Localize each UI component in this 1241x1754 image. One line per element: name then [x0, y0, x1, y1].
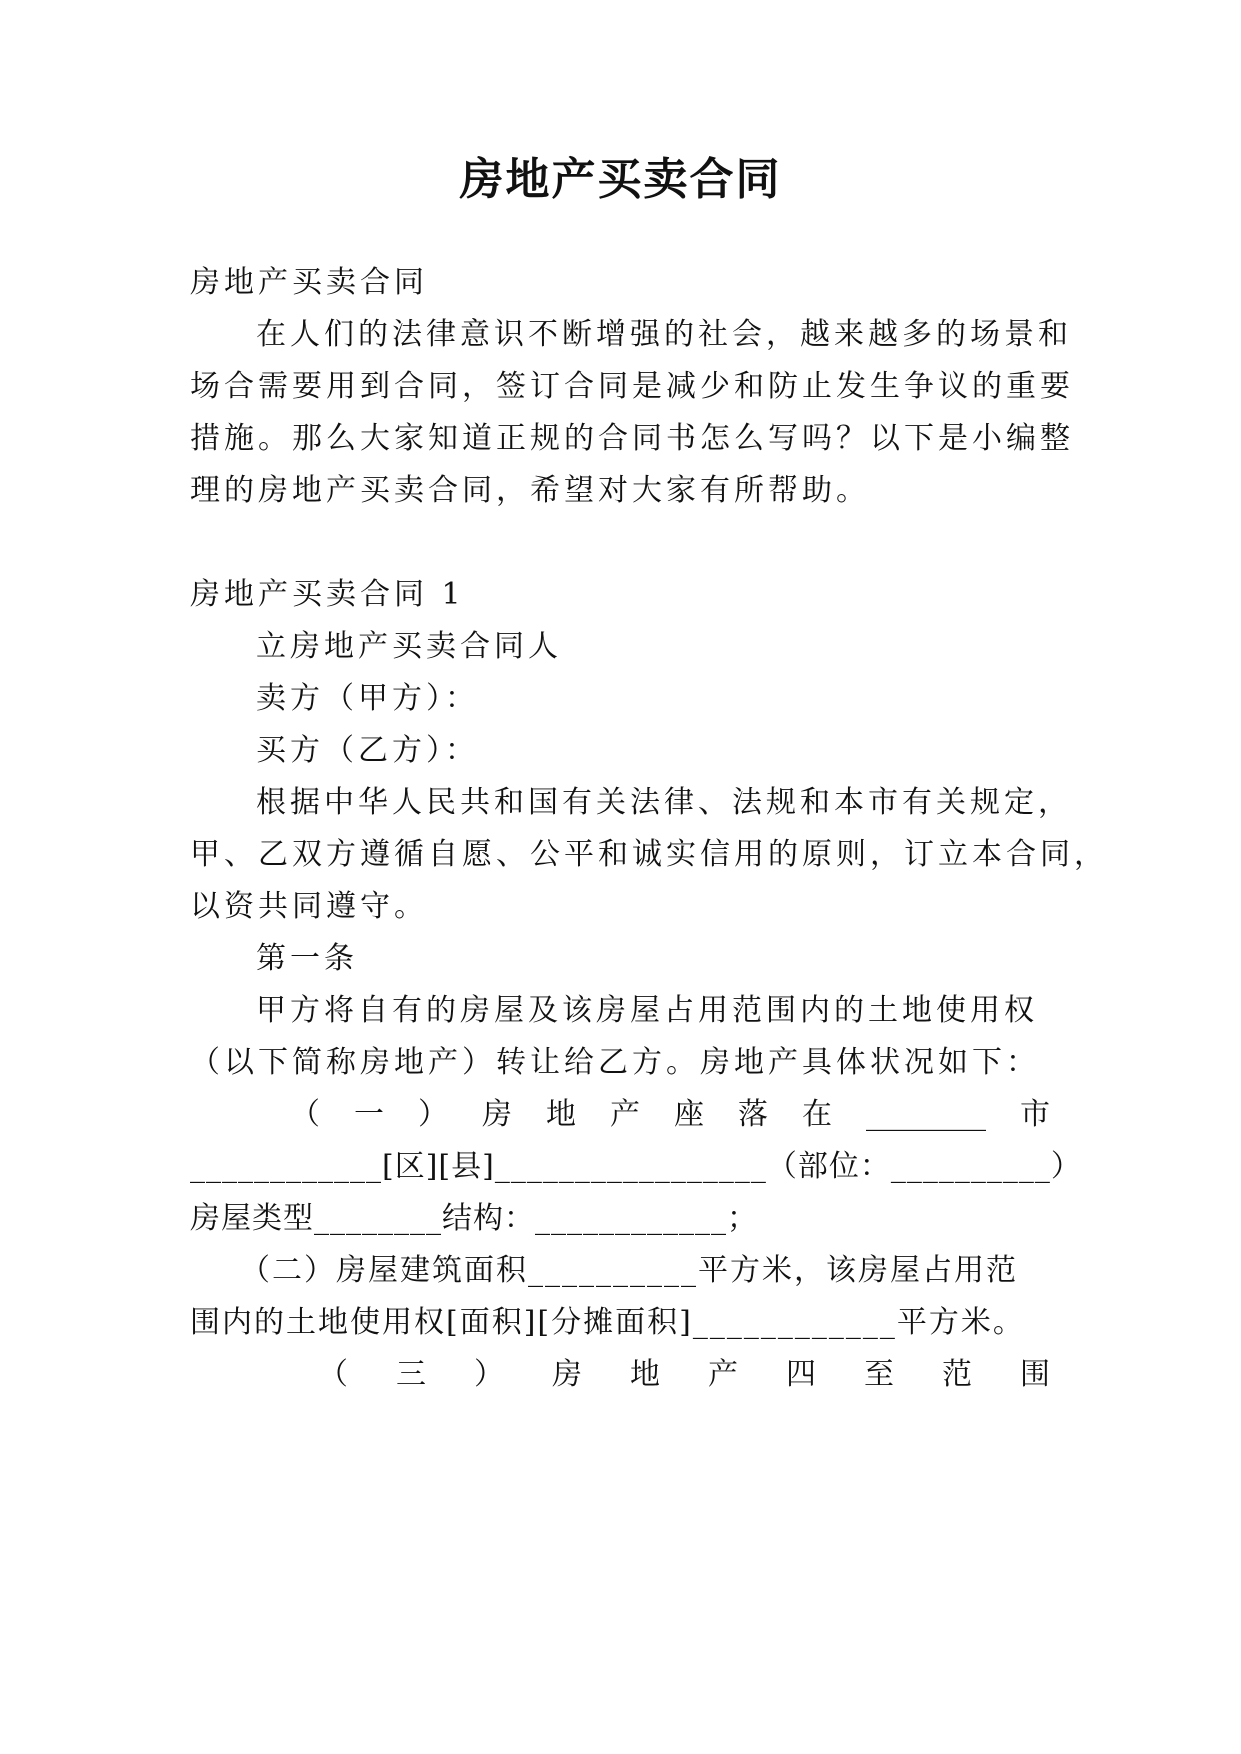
intro-line-3: 措施。那么大家知道正规的合同书怎么写吗？以下是小编整 — [190, 421, 1074, 456]
clause-1-part: 落 — [738, 1097, 768, 1132]
clause-1-part: 地 — [546, 1097, 576, 1132]
basis-line-1: 根据中华人民共和国有关法律、法规和本市有关规定， — [256, 785, 1072, 820]
article-1-line-1: 甲方将自有的房屋及该房屋占用范围内的土地使用权 — [256, 993, 1038, 1028]
clause-1-part: ） — [418, 1097, 448, 1132]
clause-1-part: 在 — [802, 1097, 832, 1132]
article-1-heading: 第一条 — [256, 941, 358, 976]
clause-3-part: 围 — [1020, 1357, 1050, 1392]
article-1-line-2: （以下简称房地产）转让给乙方。房地产具体状况如下： — [190, 1045, 1040, 1080]
clause-3-part: 范 — [942, 1357, 972, 1392]
contract-heading: 房地产买卖合同 1 — [190, 577, 465, 612]
document-title: 房地产买卖合同 — [459, 154, 782, 205]
clause-1-part: 市 — [1020, 1097, 1050, 1132]
basis-line-3: 以资共同遵守。 — [190, 889, 428, 924]
clause-3-part: 地 — [630, 1357, 660, 1392]
clause-1-part: 房 — [482, 1097, 512, 1132]
buyer-line: 买方（乙方）： — [256, 733, 479, 768]
basis-line-2: 甲、乙双方遵循自愿、公平和诚实信用的原则，订立本合同， — [190, 837, 1108, 872]
clause-1-part: （ — [290, 1097, 320, 1132]
clause-3-part: 四 — [786, 1357, 816, 1392]
clause-3-part: 三 — [396, 1357, 426, 1392]
clause-3-part: ） — [474, 1357, 504, 1392]
clause-2-line-2: 围内的土地使用权[面积][分摊面积]____________平方米。 — [190, 1305, 1025, 1340]
clause-1-district: ____________[区][县]_________________（部位：__________） — [190, 1149, 1082, 1184]
clause-2-line-1: （二）房屋建筑面积__________平方米，该房屋占用范 — [240, 1253, 1018, 1288]
clause-3-part: 房 — [552, 1357, 582, 1392]
clause-1-blank-city: ________ — [866, 1097, 986, 1132]
clause-3-part: （ — [318, 1357, 348, 1392]
intro-line-2: 场合需要用到合同，签订合同是减少和防止发生争议的重要 — [190, 369, 1074, 404]
clause-1-location — [290, 1095, 1050, 1135]
seller-line: 卖方（甲方）： — [256, 681, 479, 716]
clause-1-house-type: 房屋类型________结构：____________； — [190, 1201, 758, 1236]
clause-3-part: 至 — [864, 1357, 894, 1392]
clause-3-boundaries — [318, 1355, 1050, 1395]
clause-1-part: 座 — [674, 1097, 704, 1132]
contract-parties-title: 立房地产买卖合同人 — [256, 629, 562, 664]
clause-3-part: 产 — [708, 1357, 738, 1392]
intro-line-4: 理的房地产买卖合同，希望对大家有所帮助。 — [190, 473, 870, 508]
section-heading: 房地产买卖合同 — [190, 265, 428, 300]
intro-line-1: 在人们的法律意识不断增强的社会，越来越多的场景和 — [256, 317, 1072, 352]
clause-1-part: 产 — [610, 1097, 640, 1132]
clause-1-part: 一 — [354, 1097, 384, 1132]
